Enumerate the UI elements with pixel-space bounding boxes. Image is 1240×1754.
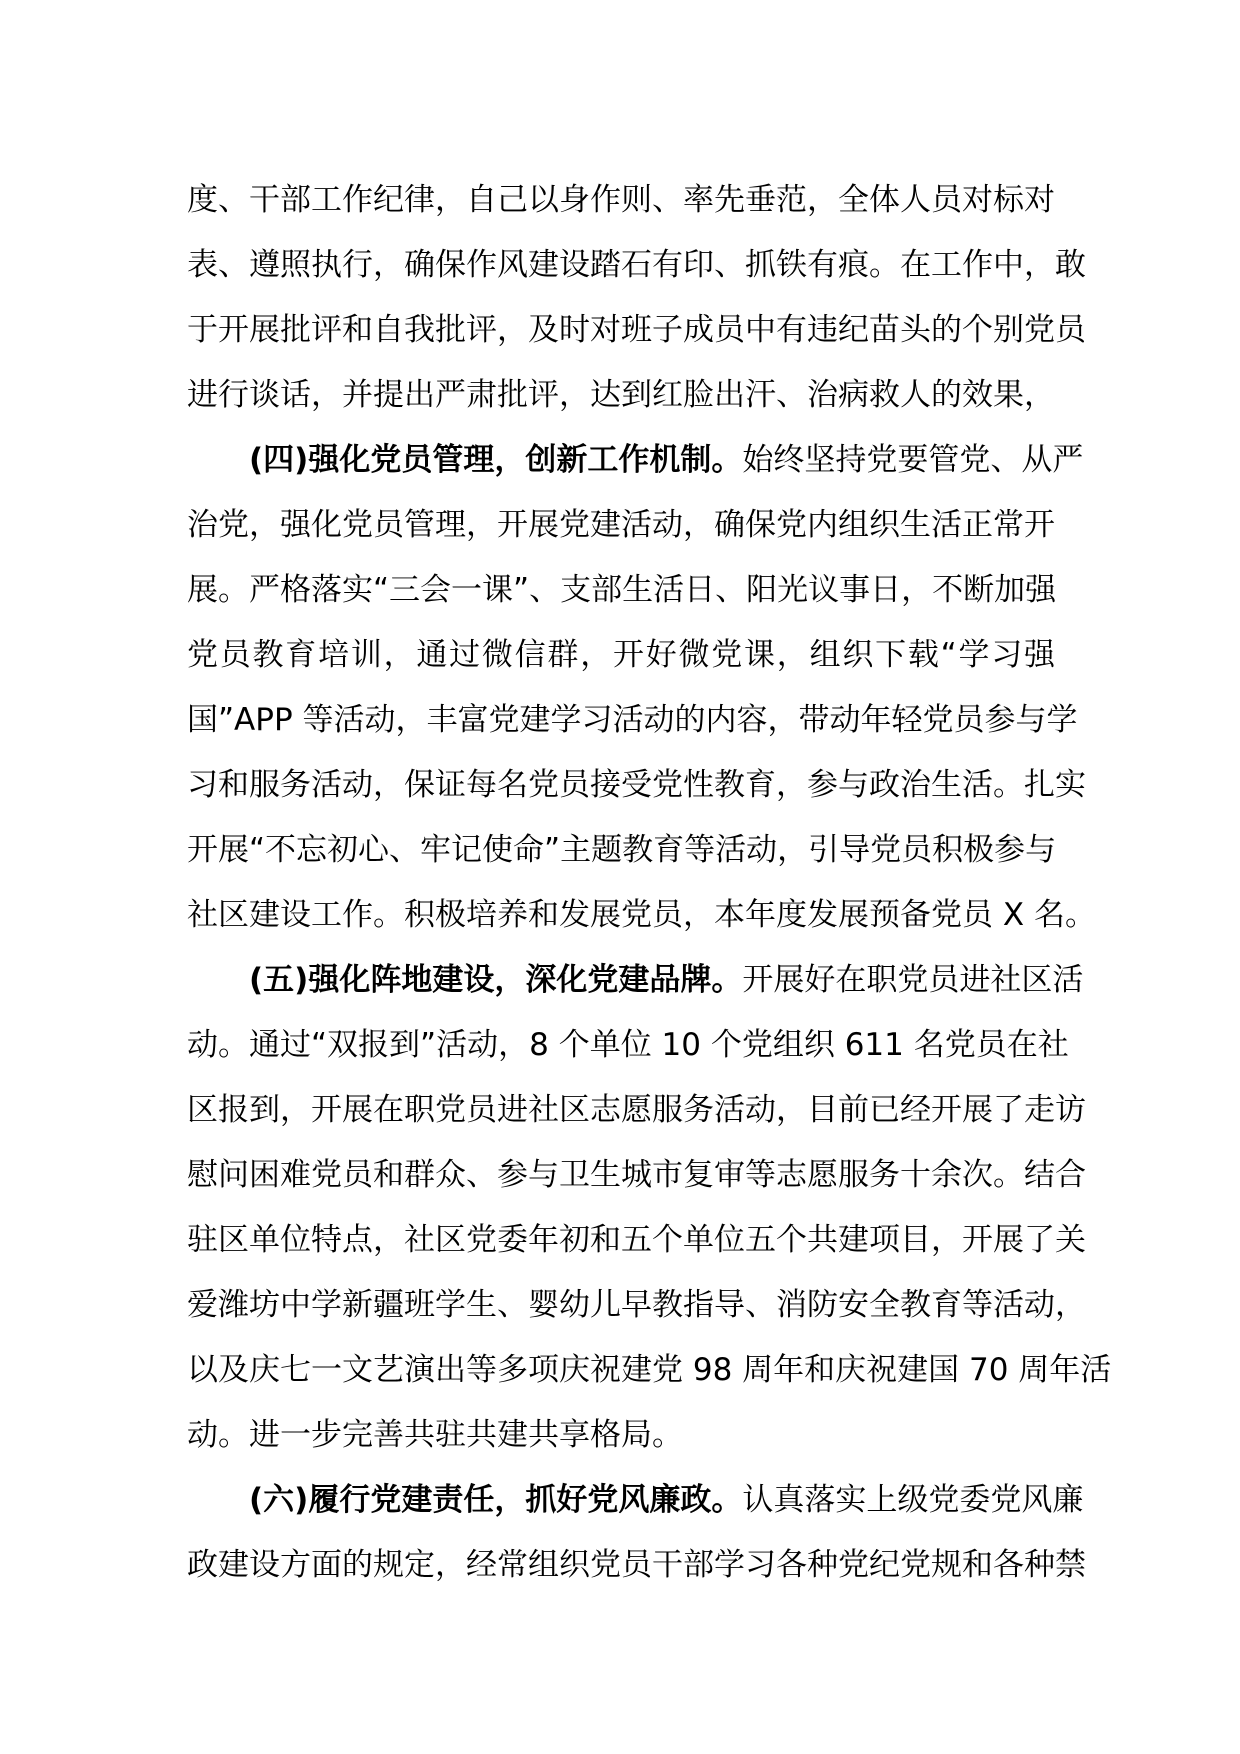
text-line: 展。严格落实“三会一课”、支部生活日、阳光议事日，不断加强 [187, 572, 1057, 608]
section-lead-text: 认真落实上级党委党风廉 [742, 1482, 1084, 1518]
text-line: 以及庆七一文艺演出等多项庆祝建党 98 周年和庆祝建国 70 周年活 [187, 1352, 1112, 1388]
text-line: 党员教育培训，通过微信群，开好微党课，组织下载“学习强 [187, 637, 1055, 673]
section-lead-text: 开展好在职党员进社区活 [742, 962, 1084, 998]
section-heading: (四)强化党员管理，创新工作机制。 [249, 442, 743, 478]
text-line: 国”APP 等活动，丰富党建学习活动的内容，带动年轻党员参与学 [187, 702, 1078, 738]
document-body [187, 168, 1112, 1598]
text-line: 开展“不忘初心、牢记使命”主题教育等活动，引导党员积极参与 [187, 832, 1057, 868]
text-line: 治党，强化党员管理，开展党建活动，确保党内组织生活正常开 [187, 507, 1055, 543]
text-line: 区报到，开展在职党员进社区志愿服务活动，目前已经开展了走访 [187, 1092, 1086, 1128]
text-line: 爱潍坊中学新疆班学生、婴幼儿早教指导、消防安全教育等活动， [187, 1287, 1086, 1323]
text-line: 驻区单位特点，社区党委年初和五个单位五个共建项目，开展了关 [187, 1222, 1086, 1258]
text-line: 社区建设工作。积极培养和发展党员，本年度发展预备党员 X 名。 [187, 897, 1096, 933]
text-line: 表、遵照执行，确保作风建设踏石有印、抓铁有痕。在工作中，敢 [187, 247, 1086, 283]
text-line: 进行谈话，并提出严肃批评，达到红脸出汗、治病救人的效果， [187, 377, 1055, 413]
text-line: 政建设方面的规定，经常组织党员干部学习各种党纪党规和各种禁 [187, 1547, 1086, 1583]
text-line: 慰问困难党员和群众、参与卫生城市复审等志愿服务十余次。结合 [187, 1157, 1086, 1193]
section-five-first-line [187, 948, 1084, 1013]
text-line: 动。进一步完善共驻共建共享格局。 [187, 1417, 683, 1453]
text-line: 动。通过“双报到”活动，8 个单位 10 个党组织 611 名党员在社 [187, 1027, 1069, 1063]
section-heading: (五)强化阵地建设，深化党建品牌。 [249, 962, 743, 998]
text-line: 于开展批评和自我批评，及时对班子成员中有违纪苗头的个别党员 [187, 312, 1086, 348]
section-lead-text: 始终坚持党要管党、从严 [742, 442, 1084, 478]
section-four-first-line [187, 428, 1084, 493]
section-six-first-line [187, 1468, 1084, 1533]
text-line: 度、干部工作纪律，自己以身作则、率先垂范，全体人员对标对 [187, 182, 1055, 218]
section-heading: (六)履行党建责任，抓好党风廉政。 [249, 1482, 743, 1518]
text-line: 习和服务活动，保证每名党员接受党性教育，参与政治生活。扎实 [187, 767, 1086, 803]
